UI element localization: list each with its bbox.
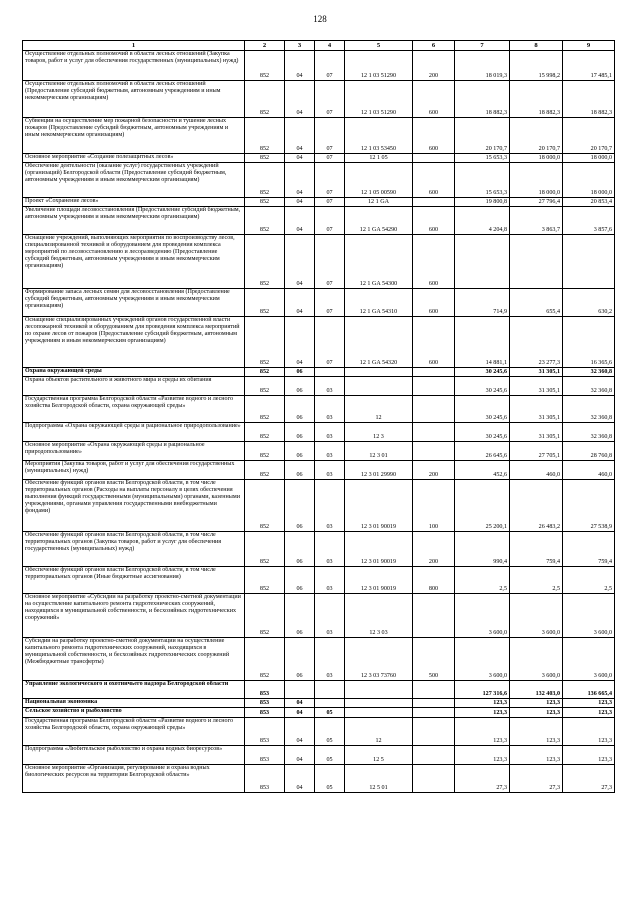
col-target-article-cell — [345, 681, 413, 699]
col-section-cell: 04 — [285, 746, 315, 765]
col-ministry-cell: 852 — [245, 154, 285, 163]
table-row — [23, 198, 615, 207]
row-name-cell: Мероприятия (Закупка товаров, работ и услуг для обеспечения государственных (муниципальных) нужд) — [23, 461, 245, 480]
col-year-2-cell: 26 483,2 — [510, 480, 563, 532]
row-name-cell: Оснащение специализированных учреждений органов государственной власти лесопожарной техникой и оборудованием для проведения комплекса мероприятий по охране лесов от пожаров (Предоставление субсидий бюджетным, автономным учреждениям и иным некоммерческим организациям) — [23, 317, 245, 368]
col-year-3-cell: 32 360,8 — [563, 396, 615, 423]
col-expense-type-cell: 200 — [413, 51, 455, 81]
col-ministry-cell: 852 — [245, 377, 285, 396]
col-expense-type-cell — [413, 681, 455, 699]
col-section-cell: 06 — [285, 396, 315, 423]
col-year-2-cell: 31 305,1 — [510, 377, 563, 396]
col-section-cell: 04 — [285, 81, 315, 118]
col-target-article-cell: 12 1 05 00590 — [345, 163, 413, 198]
row-name-cell: Сельское хозяйство и рыболовство — [23, 708, 245, 718]
table-row — [23, 396, 615, 423]
col-ministry-cell: 853 — [245, 718, 285, 746]
table-row — [23, 746, 615, 765]
table-row — [23, 681, 615, 699]
row-name-cell: Обеспечение деятельности (оказание услуг) государственных учреждений (организаций) Белгородской области (Предоставление субсидий бюджетным, автономным учреждениям и иным некоммерческим организациям) — [23, 163, 245, 198]
col-year-1-cell: 20 170,7 — [455, 118, 510, 154]
col-target-article-cell — [345, 708, 413, 718]
table-row — [23, 207, 615, 235]
header-row — [23, 41, 615, 51]
table-row — [23, 289, 615, 317]
budget-table — [22, 40, 615, 793]
col-year-2-cell: 655,4 — [510, 289, 563, 317]
col-year-3-cell: 18 000,0 — [563, 154, 615, 163]
col-year-1-cell: 714,9 — [455, 289, 510, 317]
col-ministry-cell: 852 — [245, 198, 285, 207]
col-section-cell: 06 — [285, 442, 315, 461]
col-year-1-cell: 30 245,6 — [455, 377, 510, 396]
row-name-cell: Национальная экономика — [23, 699, 245, 708]
col-subsection-cell: 05 — [315, 765, 345, 793]
col-year-1-cell: 15 653,3 — [455, 154, 510, 163]
col-expense-type-cell — [413, 377, 455, 396]
col-subsection-cell: 03 — [315, 594, 345, 638]
col-year-1-cell: 2,5 — [455, 567, 510, 594]
header-cell: 5 — [345, 41, 413, 51]
table-row — [23, 638, 615, 681]
col-ministry-cell: 852 — [245, 480, 285, 532]
col-section-cell: 04 — [285, 708, 315, 718]
table-row — [23, 718, 615, 746]
col-target-article-cell: 12 — [345, 396, 413, 423]
col-year-3-cell: 123,3 — [563, 718, 615, 746]
table-row — [23, 154, 615, 163]
col-year-1-cell: 30 245,6 — [455, 396, 510, 423]
col-year-3-cell: 2,5 — [563, 567, 615, 594]
col-year-2-cell: 31 305,1 — [510, 368, 563, 377]
row-name-cell: Обеспечение функций органов власти Белгородской области, в том числе территориальных органов (Иные бюджетные ассигнования) — [23, 567, 245, 594]
col-expense-type-cell: 600 — [413, 317, 455, 368]
col-subsection-cell — [315, 681, 345, 699]
col-ministry-cell: 853 — [245, 746, 285, 765]
table-row — [23, 368, 615, 377]
col-year-1-cell: 123,3 — [455, 708, 510, 718]
col-ministry-cell: 852 — [245, 567, 285, 594]
row-name-cell: Управление экологического и охотничьего надзора Белгородской области — [23, 681, 245, 699]
table-row — [23, 317, 615, 368]
col-year-2-cell: 123,3 — [510, 699, 563, 708]
col-year-2-cell: 132 403,0 — [510, 681, 563, 699]
col-ministry-cell: 852 — [245, 118, 285, 154]
col-section-cell: 06 — [285, 377, 315, 396]
col-ministry-cell: 852 — [245, 638, 285, 681]
col-section-cell: 06 — [285, 638, 315, 681]
col-year-2-cell: 18 882,3 — [510, 81, 563, 118]
row-name-cell: Основное мероприятие «Охрана окружающей среды и рациональное природопользование» — [23, 442, 245, 461]
col-year-3-cell: 27 538,9 — [563, 480, 615, 532]
col-ministry-cell: 852 — [245, 368, 285, 377]
col-subsection-cell: 07 — [315, 198, 345, 207]
col-subsection-cell: 03 — [315, 638, 345, 681]
col-ministry-cell: 852 — [245, 81, 285, 118]
col-year-1-cell: 123,3 — [455, 699, 510, 708]
table-row — [23, 51, 615, 81]
col-year-3-cell: 27,3 — [563, 765, 615, 793]
col-year-2-cell: 2,5 — [510, 567, 563, 594]
col-subsection-cell: 07 — [315, 289, 345, 317]
col-target-article-cell — [345, 368, 413, 377]
col-subsection-cell: 05 — [315, 718, 345, 746]
col-target-article-cell: 12 3 01 90019 — [345, 480, 413, 532]
col-target-article-cell — [345, 377, 413, 396]
table-row — [23, 442, 615, 461]
col-expense-type-cell: 200 — [413, 532, 455, 567]
col-subsection-cell: 07 — [315, 163, 345, 198]
col-ministry-cell: 853 — [245, 708, 285, 718]
row-name-cell: Проект «Сохранение лесов» — [23, 198, 245, 207]
col-section-cell: 06 — [285, 532, 315, 567]
col-year-1-cell: 3 600,0 — [455, 594, 510, 638]
col-year-3-cell: 32 360,8 — [563, 423, 615, 442]
col-year-1-cell: 127 316,6 — [455, 681, 510, 699]
row-name-cell: Осуществление отдельных полномочий в области лесных отношений (Предоставление субсидий бюджетным, автономным учреждениям и иным некоммерческим организациям) — [23, 81, 245, 118]
col-ministry-cell: 852 — [245, 317, 285, 368]
col-section-cell: 06 — [285, 368, 315, 377]
col-year-1-cell: 990,4 — [455, 532, 510, 567]
col-year-1-cell: 3 600,0 — [455, 638, 510, 681]
col-subsection-cell: 03 — [315, 442, 345, 461]
table-row — [23, 163, 615, 198]
col-year-3-cell: 18 882,3 — [563, 81, 615, 118]
col-subsection-cell: 07 — [315, 207, 345, 235]
row-name-cell: Охрана окружающей среды — [23, 368, 245, 377]
col-target-article-cell: 12 3 03 73760 — [345, 638, 413, 681]
col-expense-type-cell: 600 — [413, 118, 455, 154]
col-expense-type-cell: 800 — [413, 567, 455, 594]
col-year-2-cell: 18 000,0 — [510, 163, 563, 198]
col-year-2-cell: 20 170,7 — [510, 118, 563, 154]
col-section-cell: 06 — [285, 567, 315, 594]
col-expense-type-cell — [413, 442, 455, 461]
col-year-2-cell: 31 305,1 — [510, 396, 563, 423]
col-expense-type-cell — [413, 423, 455, 442]
col-year-3-cell: 3 600,0 — [563, 594, 615, 638]
table-row — [23, 699, 615, 708]
table-row — [23, 377, 615, 396]
header-cell: 6 — [413, 41, 455, 51]
col-subsection-cell — [315, 368, 345, 377]
col-year-3-cell: 3 600,0 — [563, 638, 615, 681]
col-ministry-cell: 852 — [245, 423, 285, 442]
col-year-3-cell: 20 170,7 — [563, 118, 615, 154]
col-year-3-cell: 20 853,4 — [563, 198, 615, 207]
col-section-cell: 06 — [285, 480, 315, 532]
col-expense-type-cell — [413, 708, 455, 718]
col-year-3-cell: 460,0 — [563, 461, 615, 480]
col-target-article-cell: 12 3 01 — [345, 442, 413, 461]
row-name-cell: Государственная программа Белгородской области «Развитие водного и лесного хозяйства Белгородской области, охрана окружающей среды» — [23, 396, 245, 423]
col-subsection-cell: 07 — [315, 118, 345, 154]
header-cell: 8 — [510, 41, 563, 51]
col-target-article-cell: 12 3 01 90019 — [345, 567, 413, 594]
col-section-cell: 04 — [285, 207, 315, 235]
col-ministry-cell: 853 — [245, 699, 285, 708]
col-ministry-cell: 852 — [245, 207, 285, 235]
col-year-1-cell: 18 019,3 — [455, 51, 510, 81]
row-name-cell: Подпрограмма «Любительское рыболовство и охрана водных биоресурсов» — [23, 746, 245, 765]
row-name-cell: Основное мероприятие «Субсидии на разработку проектно-сметной документации на осуществление капитального ремонта гидротехнических сооружений, находящихся в муниципальной собственности, и бесхозяйных гидротехнических сооружений» — [23, 594, 245, 638]
col-year-3-cell: 123,3 — [563, 699, 615, 708]
col-subsection-cell: 07 — [315, 154, 345, 163]
col-expense-type-cell: 500 — [413, 638, 455, 681]
col-year-1-cell: 123,3 — [455, 746, 510, 765]
col-section-cell: 04 — [285, 198, 315, 207]
col-ministry-cell: 852 — [245, 532, 285, 567]
col-subsection-cell: 03 — [315, 480, 345, 532]
col-ministry-cell: 852 — [245, 461, 285, 480]
header-cell: 7 — [455, 41, 510, 51]
col-expense-type-cell: 600 — [413, 235, 455, 289]
table-row — [23, 235, 615, 289]
row-name-cell: Подпрограмма «Охрана окружающей среды и рациональное природопользование» — [23, 423, 245, 442]
col-year-2-cell: 27 705,1 — [510, 442, 563, 461]
col-subsection-cell: 07 — [315, 317, 345, 368]
table-body — [23, 51, 615, 793]
col-year-1-cell: 27,3 — [455, 765, 510, 793]
col-ministry-cell: 853 — [245, 681, 285, 699]
col-section-cell: 04 — [285, 154, 315, 163]
header-cell: 3 — [285, 41, 315, 51]
col-expense-type-cell — [413, 154, 455, 163]
col-year-2-cell: 18 000,0 — [510, 154, 563, 163]
col-year-3-cell: 123,3 — [563, 708, 615, 718]
col-year-3-cell: 32 360,8 — [563, 368, 615, 377]
col-expense-type-cell — [413, 765, 455, 793]
page-number: 128 — [313, 14, 327, 24]
col-subsection-cell: 03 — [315, 377, 345, 396]
col-year-1-cell: 452,6 — [455, 461, 510, 480]
col-year-3-cell: 32 360,8 — [563, 377, 615, 396]
col-year-2-cell: 15 998,2 — [510, 51, 563, 81]
col-expense-type-cell — [413, 198, 455, 207]
col-ministry-cell: 852 — [245, 396, 285, 423]
row-name-cell: Государственная программа Белгородской области «Развитие водного и лесного хозяйства Белгородской области, охрана окружающей среды» — [23, 718, 245, 746]
col-year-3-cell: 18 000,0 — [563, 163, 615, 198]
col-year-3-cell — [563, 235, 615, 289]
col-year-1-cell: 15 653,3 — [455, 163, 510, 198]
table-row — [23, 480, 615, 532]
col-year-1-cell — [455, 235, 510, 289]
row-name-cell: Субсидии на разработку проектно-сметной документации на осуществление капитального ремонта гидротехнических сооружений, находящихся в муниципальной собственности, и бесхозяйных гидротехнических сооружений (Межбюджетные трансферты) — [23, 638, 245, 681]
col-year-2-cell: 123,3 — [510, 746, 563, 765]
header-cell: 9 — [563, 41, 615, 51]
col-year-1-cell: 14 881,1 — [455, 317, 510, 368]
col-section-cell: 04 — [285, 235, 315, 289]
col-expense-type-cell: 200 — [413, 461, 455, 480]
col-expense-type-cell — [413, 699, 455, 708]
col-year-1-cell: 25 200,1 — [455, 480, 510, 532]
col-target-article-cell — [345, 699, 413, 708]
col-expense-type-cell: 600 — [413, 163, 455, 198]
header-cell: 4 — [315, 41, 345, 51]
col-subsection-cell: 07 — [315, 51, 345, 81]
table-row — [23, 423, 615, 442]
col-ministry-cell: 853 — [245, 765, 285, 793]
col-year-2-cell: 27 796,4 — [510, 198, 563, 207]
col-year-1-cell: 18 882,3 — [455, 81, 510, 118]
col-ministry-cell: 852 — [245, 163, 285, 198]
table-row — [23, 461, 615, 480]
col-year-2-cell: 23 277,3 — [510, 317, 563, 368]
col-section-cell: 04 — [285, 289, 315, 317]
col-target-article-cell: 12 1 GA 54320 — [345, 317, 413, 368]
table-row — [23, 118, 615, 154]
col-year-2-cell: 27,3 — [510, 765, 563, 793]
col-expense-type-cell — [413, 396, 455, 423]
col-expense-type-cell — [413, 594, 455, 638]
col-expense-type-cell: 600 — [413, 207, 455, 235]
col-section-cell: 04 — [285, 765, 315, 793]
col-section-cell: 04 — [285, 699, 315, 708]
row-name-cell: Субвенции на осуществление мер пожарной безопасности и тушение лесных пожаров (Предоставление субсидий бюджетным, автономным учреждениям и иным некоммерческим организациям) — [23, 118, 245, 154]
col-year-1-cell: 123,3 — [455, 718, 510, 746]
col-year-1-cell: 19 800,8 — [455, 198, 510, 207]
col-section-cell: 04 — [285, 317, 315, 368]
col-subsection-cell: 03 — [315, 532, 345, 567]
col-target-article-cell: 12 1 05 — [345, 154, 413, 163]
col-year-1-cell: 30 245,6 — [455, 423, 510, 442]
col-target-article-cell: 12 1 GA — [345, 198, 413, 207]
table-row — [23, 594, 615, 638]
row-name-cell: Охрана объектов растительного и животного мира и среды их обитания — [23, 377, 245, 396]
col-target-article-cell: 12 1 03 51290 — [345, 81, 413, 118]
col-ministry-cell: 852 — [245, 594, 285, 638]
row-name-cell: Увеличение площади лесовосстановления (Предоставление субсидий бюджетным, автономным учреждениям и иным некоммерческим организациям) — [23, 207, 245, 235]
row-name-cell: Оснащение учреждений, выполняющих мероприятия по воспроизводству лесов, специализированной техникой и оборудованием для проведения комплекса мероприятий по лесовосстановлению и лесоразведению (Предоставление субсидий бюджетным, автономным учреждениям и иным некоммерческим организациям) — [23, 235, 245, 289]
col-year-2-cell: 123,3 — [510, 708, 563, 718]
col-section-cell — [285, 681, 315, 699]
col-year-3-cell: 17 485,1 — [563, 51, 615, 81]
col-subsection-cell: 03 — [315, 396, 345, 423]
col-expense-type-cell: 600 — [413, 289, 455, 317]
col-target-article-cell: 12 3 01 90019 — [345, 532, 413, 567]
col-year-1-cell: 26 645,6 — [455, 442, 510, 461]
table-row — [23, 81, 615, 118]
header-cell: 2 — [245, 41, 285, 51]
col-ministry-cell: 852 — [245, 51, 285, 81]
col-section-cell: 04 — [285, 163, 315, 198]
col-year-3-cell: 3 857,6 — [563, 207, 615, 235]
col-subsection-cell: 07 — [315, 81, 345, 118]
table-row — [23, 567, 615, 594]
col-expense-type-cell — [413, 368, 455, 377]
col-expense-type-cell — [413, 718, 455, 746]
col-subsection-cell: 03 — [315, 567, 345, 594]
col-subsection-cell — [315, 699, 345, 708]
col-target-article-cell: 12 1 GA 54310 — [345, 289, 413, 317]
col-year-2-cell: 759,4 — [510, 532, 563, 567]
col-year-3-cell: 136 665,4 — [563, 681, 615, 699]
col-subsection-cell: 03 — [315, 423, 345, 442]
col-section-cell: 04 — [285, 51, 315, 81]
col-year-2-cell: 31 305,1 — [510, 423, 563, 442]
col-section-cell: 04 — [285, 118, 315, 154]
col-subsection-cell: 05 — [315, 746, 345, 765]
row-name-cell: Обеспечение функций органов власти Белгородской области, в том числе территориальных органов (Закупка товаров, работ и услуг для обеспечения государственных (муниципальных) нужд) — [23, 532, 245, 567]
col-year-1-cell: 30 245,6 — [455, 368, 510, 377]
col-year-3-cell: 630,2 — [563, 289, 615, 317]
col-year-2-cell: 3 600,0 — [510, 638, 563, 681]
col-target-article-cell: 12 3 — [345, 423, 413, 442]
col-target-article-cell: 12 1 03 51290 — [345, 51, 413, 81]
col-expense-type-cell: 600 — [413, 81, 455, 118]
col-target-article-cell: 12 1 GA 54300 — [345, 235, 413, 289]
col-target-article-cell: 12 3 03 — [345, 594, 413, 638]
col-section-cell: 06 — [285, 461, 315, 480]
row-name-cell: Основное мероприятие «Создание полезащитных лесов» — [23, 154, 245, 163]
col-year-3-cell: 123,3 — [563, 746, 615, 765]
table-row — [23, 708, 615, 718]
col-target-article-cell: 12 1 03 53450 — [345, 118, 413, 154]
col-ministry-cell: 852 — [245, 442, 285, 461]
col-target-article-cell: 12 3 01 29990 — [345, 461, 413, 480]
col-section-cell: 06 — [285, 594, 315, 638]
header-cell: 1 — [23, 41, 245, 51]
col-expense-type-cell: 100 — [413, 480, 455, 532]
col-target-article-cell: 12 — [345, 718, 413, 746]
col-subsection-cell: 07 — [315, 235, 345, 289]
row-name-cell: Основное мероприятие «Организация, регулирование и охрана водных биологических ресурсов на территории Белгородской области» — [23, 765, 245, 793]
col-year-2-cell: 3 863,7 — [510, 207, 563, 235]
col-year-2-cell — [510, 235, 563, 289]
col-section-cell: 04 — [285, 718, 315, 746]
row-name-cell: Обеспечение функций органов власти Белгородской области, в том числе территориальных органов (Расходы на выплаты персоналу в целях обеспечения выполнения функций государственными (муниципальными) органами, казенными учреждениями, органами управления государственными внебюджетными фондами) — [23, 480, 245, 532]
table-row — [23, 765, 615, 793]
col-subsection-cell: 05 — [315, 708, 345, 718]
col-expense-type-cell — [413, 746, 455, 765]
col-year-2-cell: 460,0 — [510, 461, 563, 480]
col-subsection-cell: 03 — [315, 461, 345, 480]
col-target-article-cell: 12 5 01 — [345, 765, 413, 793]
col-ministry-cell: 852 — [245, 235, 285, 289]
col-year-3-cell: 16 365,6 — [563, 317, 615, 368]
table-row — [23, 532, 615, 567]
col-section-cell: 06 — [285, 423, 315, 442]
col-year-3-cell: 759,4 — [563, 532, 615, 567]
col-year-2-cell: 3 600,0 — [510, 594, 563, 638]
col-target-article-cell: 12 5 — [345, 746, 413, 765]
col-year-3-cell: 28 760,8 — [563, 442, 615, 461]
col-year-1-cell: 4 204,8 — [455, 207, 510, 235]
row-name-cell: Осуществление отдельных полномочий в области лесных отношений (Закупка товаров, работ и услуг для обеспечения государственных (муниципальных) нужд) — [23, 51, 245, 81]
row-name-cell: Формирование запаса лесных семян для лесовосстановления (Предоставление субсидий бюджетным, автономным учреждениям и иным некоммерческим организациям) — [23, 289, 245, 317]
col-ministry-cell: 852 — [245, 289, 285, 317]
col-year-2-cell: 123,3 — [510, 718, 563, 746]
col-target-article-cell: 12 1 GA 54290 — [345, 207, 413, 235]
